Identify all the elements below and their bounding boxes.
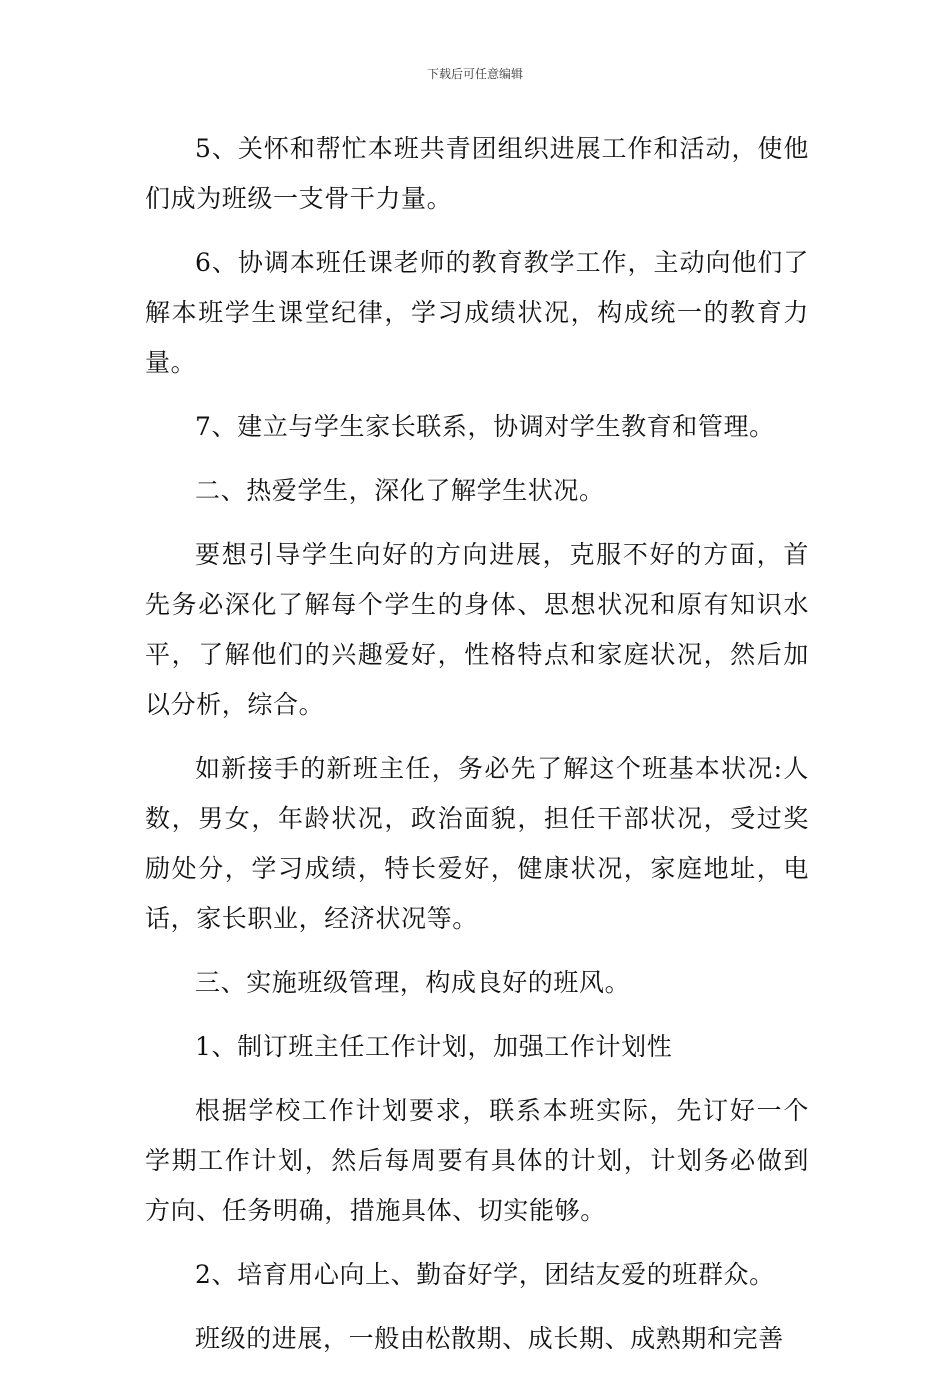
paragraph: 6、协调本班任课老师的教育教学工作，主动向他们了解本班学生课堂纪律，学习成绩状况，构成统一的教育力量。: [145, 248, 809, 377]
paragraph: 班级的进展，一般由松散期、成长期、成熟期和完善: [195, 1324, 784, 1353]
paragraph: 5、关怀和帮忙本班共青团组织进展工作和活动，使他们成为班级一支骨干力量。: [145, 134, 809, 213]
paragraph: 7、建立与学生家长联系，协调对学生教育和管理。: [195, 412, 775, 441]
document-body: [145, 124, 809, 1378]
paragraph: 要想引导学生向好的方向进展，克服不好的方面，首先务必深化了解每个学生的身体、思想状况和原有知识水平，了解他们的兴趣爱好，性格特点和家庭状况，然后加以分析，综合。: [145, 540, 809, 719]
section-heading: 二、热爱学生，深化了解学生状况。: [195, 476, 605, 505]
paragraph: 1、制订班主任工作计划，加强工作计划性: [195, 1032, 673, 1061]
paragraph: 根据学校工作计划要求，联系本班实际，先订好一个学期工作计划，然后每周要有具体的计划，计划务必做到方向、任务明确，措施具体、切实能够。: [145, 1096, 809, 1225]
paragraph: 如新接手的新班主任，务必先了解这个班基本状况:人数，男女，年龄状况，政治面貌，担任干部状况，受过奖励处分，学习成绩，特长爱好，健康状况，家庭地址，电话，家长职业，经济状况等。: [145, 754, 809, 933]
paragraph: 2、培育用心向上、勤奋好学，团结友爱的班群众。: [195, 1260, 775, 1289]
section-heading: 三、实施班级管理，构成良好的班风。: [195, 968, 631, 997]
page-header-note: 下载后可任意编辑: [426, 67, 523, 81]
